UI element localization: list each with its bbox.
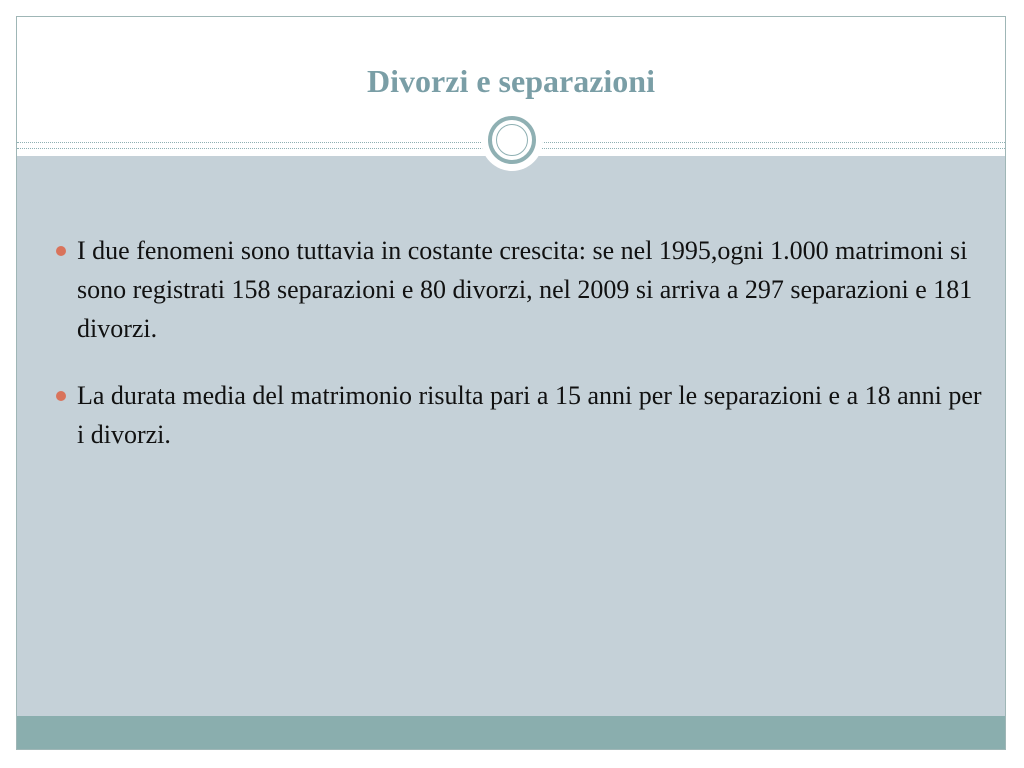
ring-ornament-icon [481,109,543,171]
bullet-dot-icon [56,246,66,256]
footer-band [17,716,1005,750]
bullet-item [53,376,983,454]
ornament-inner-ring [496,124,528,156]
bullet-item [53,231,983,348]
slide-title: Divorzi e separazioni [367,63,655,99]
bullet-text: La durata media del matrimonio risulta pari a 15 anni per le separazioni e a 18 anni per i divorzi. [77,381,982,449]
bullet-text: I due fenomeni sono tuttavia in costante crescita: se nel 1995,ogni 1.000 matrimoni si sono registrati 158 separazioni e 80 divorzi, nel 2009 si arriva a 297 separazioni e 181 divorzi. [77,236,973,343]
ornament-outer-ring [488,116,536,164]
slide [16,16,1006,750]
bullet-list [53,231,983,482]
bullet-dot-icon [56,391,66,401]
